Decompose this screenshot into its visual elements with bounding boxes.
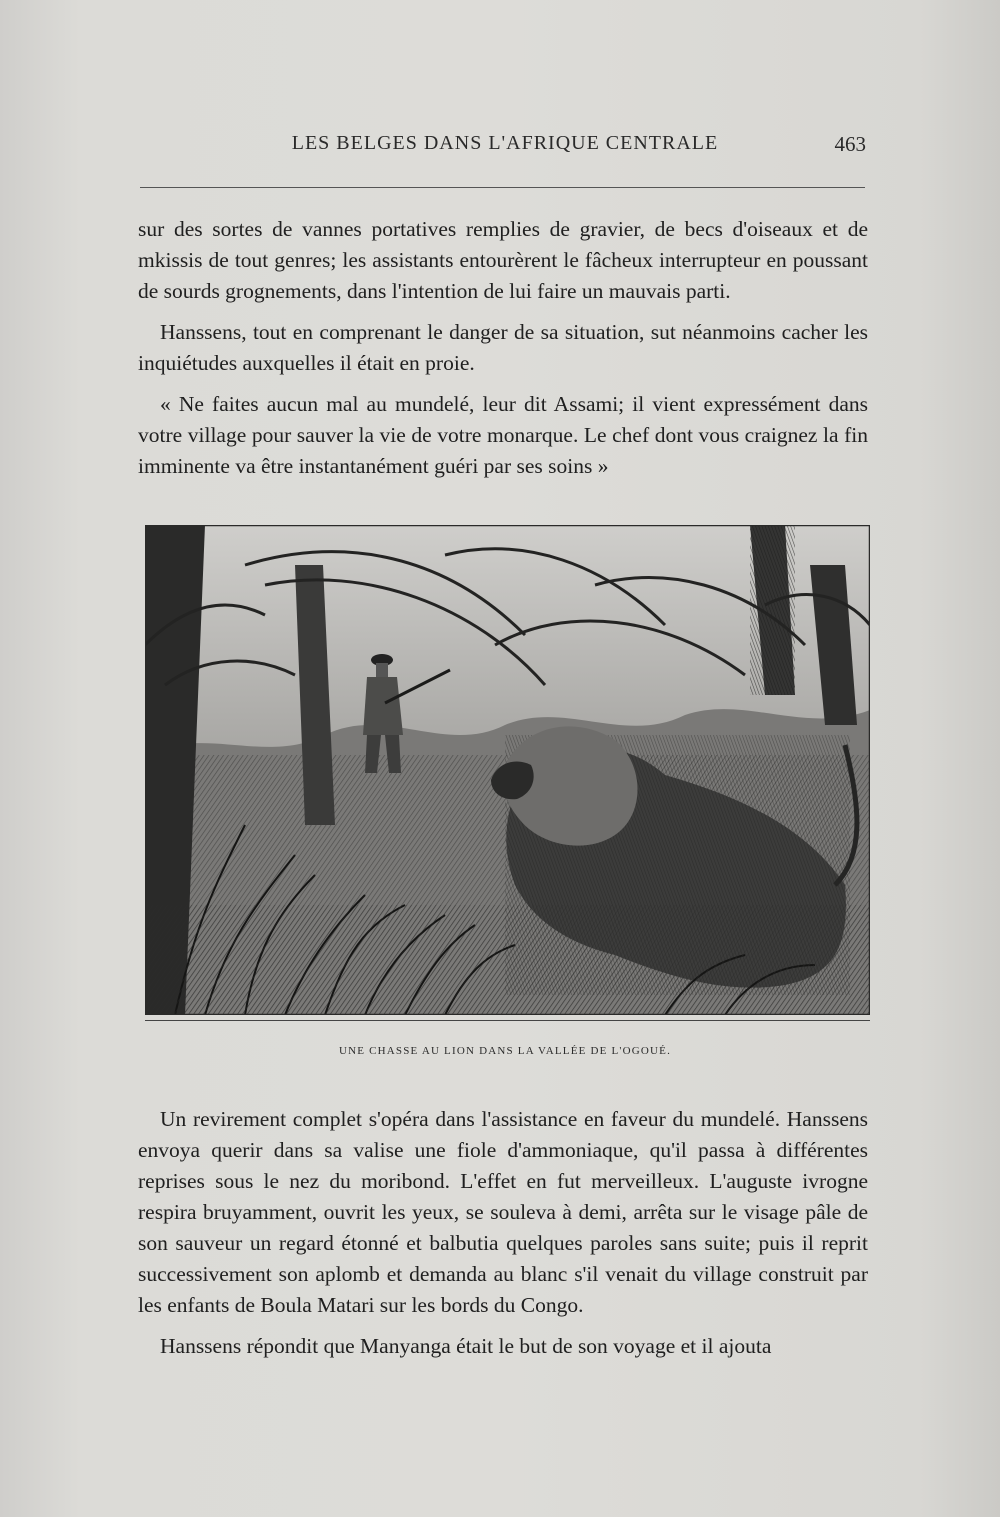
paragraph: Hanssens répondit que Manyanga était le but de son voyage et il ajouta	[160, 1334, 772, 1358]
lion-hunt-engraving	[145, 525, 870, 1015]
header-rule	[140, 187, 865, 188]
paragraph: Hanssens, tout en comprenant le danger de sa situation, sut néanmoins cacher les inquiétudes auxquelles il était en proie.	[138, 320, 868, 375]
text-block-top	[138, 214, 868, 492]
engraving-illustration	[145, 525, 870, 1021]
paragraph: Un revirement complet s'opéra dans l'assistance en faveur du mundelé. Hanssens envoya querir dans sa valise une fiole d'ammoniaque, qu'il passa à différentes reprises sous le nez du moribond. L'effet en fut merveilleux. L'auguste ivrogne respira bruyamment, ouvrit les yeux, se souleva à demi, arrêta sur le visage pâle de son sauveur un regard étonné et balbutia quelques paroles sans suite; puis il reprit successivement son aplomb et demanda au blanc s'il venait du village construit par les enfants de Boula Matari sur les bords du Congo.	[138, 1107, 868, 1317]
running-head	[140, 132, 870, 162]
figure-caption: UNE CHASSE AU LION DANS LA VALLÉE DE L'OGOUÉ.	[338, 1045, 672, 1057]
page-number: 463	[834, 132, 866, 156]
text-block-bottom	[138, 1104, 868, 1372]
running-title: LES BELGES DANS L'AFRIQUE CENTRALE	[291, 132, 719, 154]
paragraph: sur des sortes de vannes portatives remplies de gravier, de becs d'oiseaux et de mkissis de tout genres; les assistants entourèrent le fâcheux interrupteur en poussant de sourds grognements, dans l'intention de lui faire un mauvais parti.	[138, 217, 868, 303]
paragraph: « Ne faites aucun mal au mundelé, leur dit Assami; il vient expressément dans votre village pour sauver la vie de votre monarque. Le chef dont vous craignez la fin imminente va être instantanément guéri par ses soins »	[138, 392, 868, 478]
